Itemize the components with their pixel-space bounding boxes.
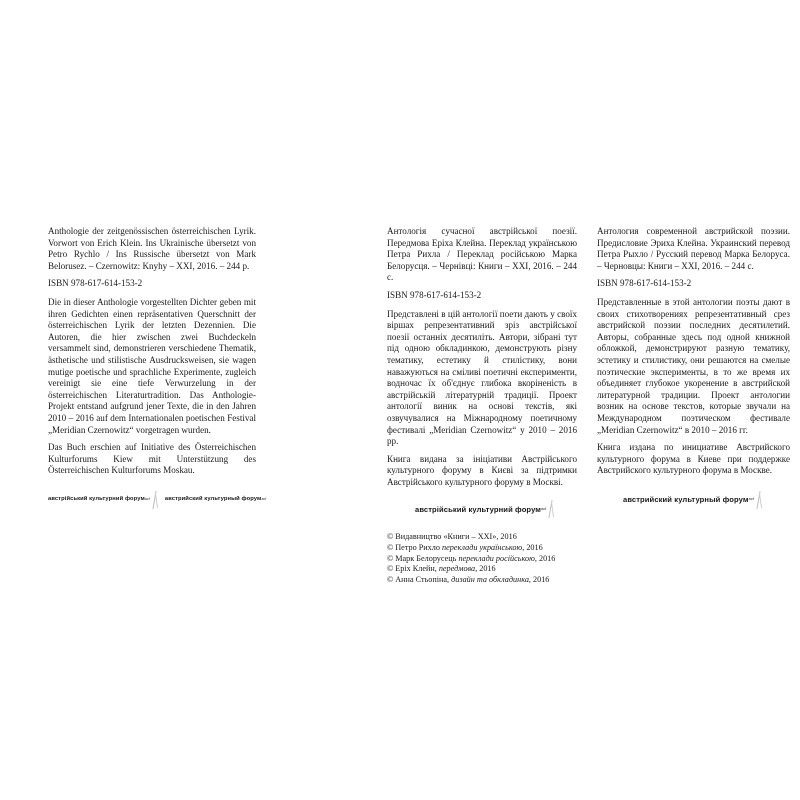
- description: Представлені в цій антології поети дають у своїх віршах репрезентативний зріз австрійської поезії останніх десятиліть. Автори, зібрані тут під одною обкладинкою, демонструють різну тематику, естетику й стилістику, вони наважуються на сміливі поетичні експерименти, водночас їх об'єднує глибока вкоріненість в австрійській літературній традиції. Проект антології виник на основі текстів, які озвучувалися на Міжнародному поетичному фестивалі „Meridian Czernowitz“ у 2010 – 2016 рр.: [387, 308, 577, 447]
- logos: [48, 491, 267, 509]
- copyright-line: © Петро Рихло переклади українською, 2016: [387, 543, 543, 553]
- logo-mark-icon: [154, 491, 157, 509]
- description: Die in dieser Anthologie vorgestellten Dichter geben mit ihren Gedichten einen repräsentativen Querschnitt der österreichischen Lyrik der letzten Dezennien. Die Autoren, die hier zwischen zwei Buchdeckeln versammelt sind, demonstrieren verschiedene Thematik, ästhetische und stilistische Ausdrucksweisen, sie wagen mutige poetische und sprachliche Experimente, zugleich vereinigt sie eine tiefe Verwurzelung in der österreichischen Literaturtradition. Das Anthologie-Projekt entstand aufgrund jener Texte, die in den Jahren 2010 – 2016 auf dem Internationalen poetischen Festival „Meridian Czernowitz“ vorgetragen wurden.: [48, 296, 256, 435]
- logos: [387, 500, 577, 518]
- isbn: ISBN 978-617-614-153-2: [387, 289, 482, 300]
- logo-text: австрійський культурний форум: [415, 504, 542, 514]
- logo-mark-text: acf: [541, 506, 547, 511]
- catalog-entry: Антология современной австрийской поэзии. Предисловие Эриха Клейна. Украинский перевод Петра Рыхло / Русский перевод Марка Белоруса. – Черновцы: Книги – XXI, 2016. – 244 с.: [597, 226, 790, 271]
- isbn: ISBN 978-617-614-153-2: [48, 278, 143, 289]
- logo-mark-text: acf: [261, 497, 267, 502]
- logo-ukrainian: [415, 500, 553, 518]
- support-note: Das Buch erschien auf Initiative des Österreichischen Kulturforums Kiew mit Unterstützung des Österreichischen Kulturforums Moskau.: [48, 442, 256, 476]
- copyright-list: [387, 532, 577, 585]
- catalog-entry: Anthologie der zeitgenössischen österreichischen Lyrik. Vorwort von Erich Klein. Ins Ukrainische übersetzt von Petro Rychlo / Ins Russische übersetzt von Mark Belorusez. – Czernowitz: Knyhy – XXI, 2016. – 244 p.: [48, 226, 256, 271]
- copyright-line: © Анна Стьопіна, дизайн та обкладинка, 2016: [387, 574, 550, 584]
- logo-mark-icon: [550, 500, 553, 518]
- copyright-line: © Еріх Клейн, передмова, 2016: [387, 564, 496, 574]
- logo-mark-text: acf: [748, 497, 754, 502]
- support-note: Книга издана по инициативе Австрийского культурного форума в Киеве при поддержке Австрийского культурного форума в Москве.: [597, 442, 790, 476]
- description: Представленные в этой антологии поэты дают в своих стихотворениях репрезентативный срез австрийской поэзии последних десятилетий. Авторы, собранные здесь под одной книжной обложкой, демонстрируют разную тематику, эстетику и стилистику, они решаются на смелые поэтические эксперименты, в то же время их объединяет глубокое укоренение в австрийской литературной традиции. Проект антологии возник на основе текстов, которые звучали на Международном поэтическом фестивале „Meridian Czernowitz“ в 2010 – 2016 гг.: [597, 296, 790, 435]
- logos: [597, 491, 790, 509]
- logo-text: австрийский культурный форум: [623, 495, 749, 505]
- isbn: ISBN 978-617-614-153-2: [597, 278, 692, 289]
- logo-russian: [165, 494, 267, 506]
- logo-text: австрійський культурний форум: [48, 496, 145, 503]
- logo-mark-text: acf: [144, 497, 150, 502]
- logo-text: австрийский культурный форум: [164, 496, 262, 503]
- german-column: [48, 226, 267, 509]
- catalog-entry: Антологія сучасної австрійської поезії. Передмова Еріха Клейна. Переклад українською Петра Рихла / Переклад російською Марка Белорусця. – Чернівці: Книги – XXI, 2016. – 244 с.: [387, 226, 577, 283]
- copyright-line: © Марк Белорусець переклади російською, 2016: [387, 553, 556, 563]
- logo-mark-icon: [758, 491, 761, 509]
- russian-column: [597, 226, 790, 509]
- copyright-line: © Видавництво «Книги – XXI», 2016: [387, 532, 517, 542]
- logo-ukrainian: [48, 491, 157, 509]
- ukrainian-column: [387, 226, 577, 585]
- support-note: Книга видана за ініціативи Австрійського культурного форуму в Києві за підтримки Австрійського культурного форуму в Москві.: [387, 453, 577, 487]
- logo-russian: [623, 491, 761, 509]
